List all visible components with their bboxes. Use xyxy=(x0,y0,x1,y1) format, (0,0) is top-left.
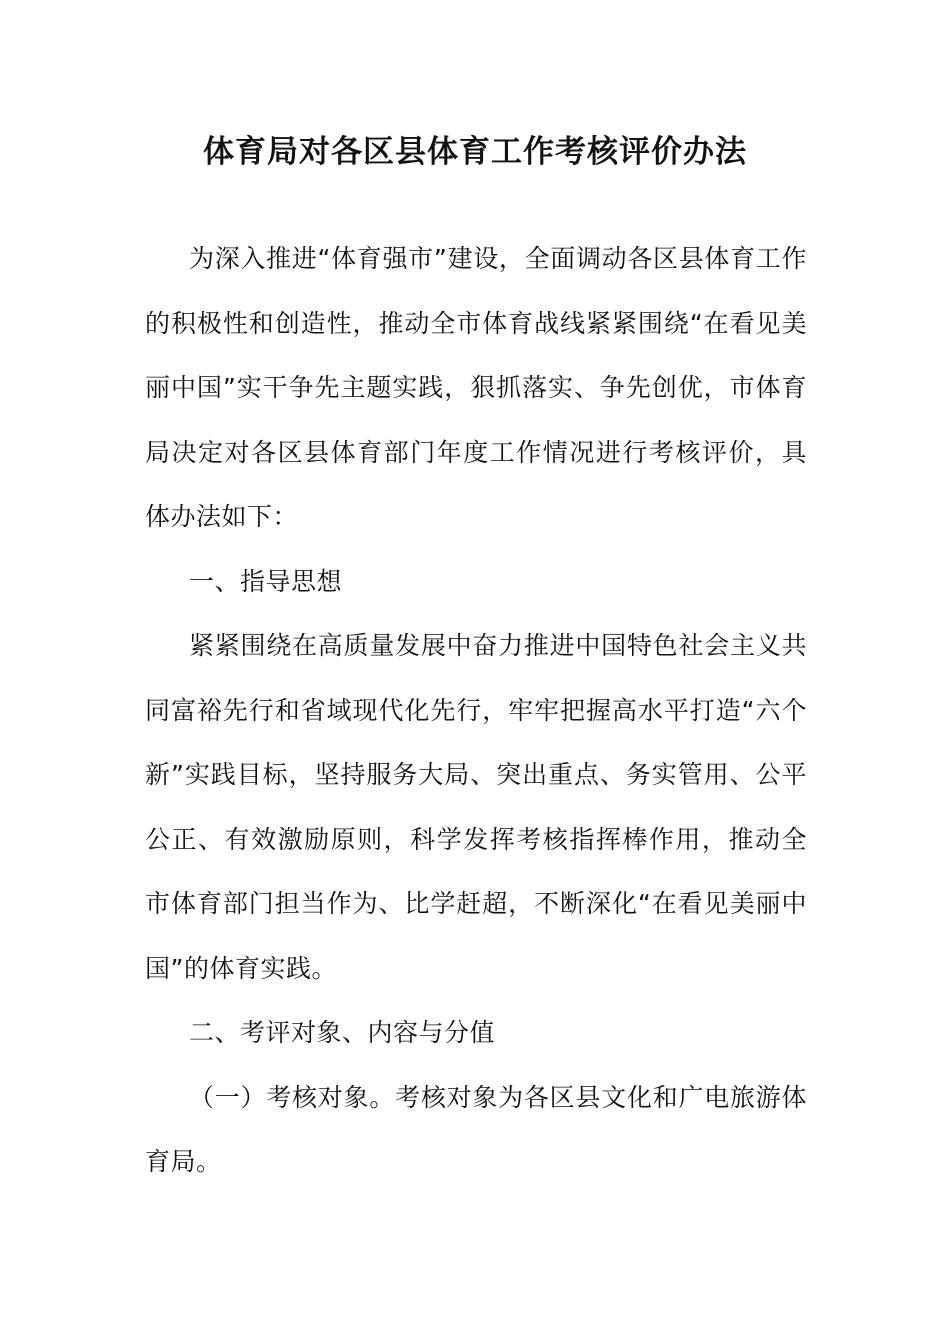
evaluation-target-paragraph: （一）考核对象。考核对象为各区县文化和广电旅游体育局。 xyxy=(145,1082,807,1176)
document-title: 体育局对各区县体育工作考核评价办法 xyxy=(203,134,747,170)
section-heading-guiding-ideology: 一、指导思想 xyxy=(189,566,343,596)
guiding-ideology-paragraph: 紧紧围绕在高质量发展中奋力推进中国特色社会主义共同富裕先行和省域现代化先行，牢牢把握高水平打造“六个新”实践目标，坚持服务大局、突出重点、务实管用、公平公正、有效激励原则，科学发挥考核指挥棒作用，推动全市体育部门担当作为、比学赶超，不断深化“在看见美丽中国”的体育实践。 xyxy=(145,631,807,983)
document-body xyxy=(145,227,807,1195)
section-heading-evaluation-scope: 二、考评对象、内容与分值 xyxy=(189,1018,496,1047)
intro-paragraph: 为深入推进“体育强市”建设，全面调动各区县体育工作的积极性和创造性，推动全市体育战线紧紧围绕“在看见美丽中国”实干争先主题实践，狠抓落实、争先创优，市体育局决定对各区县体育部门年度工作情况进行考核评价，具体办法如下： xyxy=(145,244,807,531)
